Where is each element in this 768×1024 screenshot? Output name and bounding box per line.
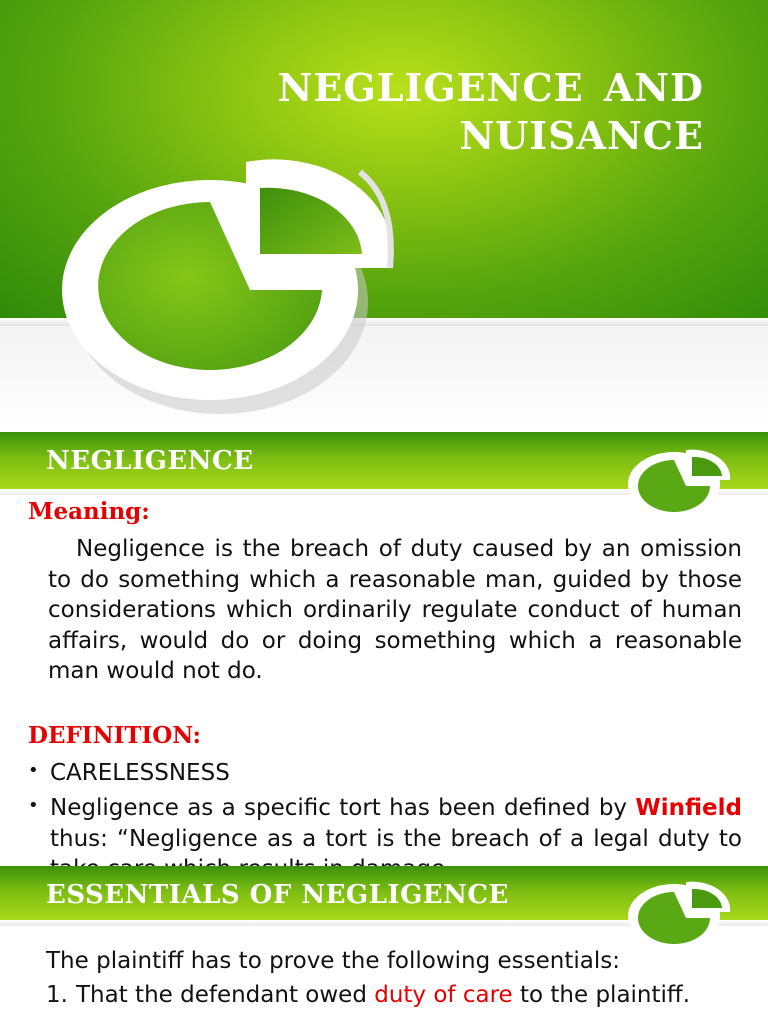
section-heading: ESSENTIALS OF NEGLIGENCE bbox=[46, 880, 509, 910]
bullet-dot-icon: • bbox=[28, 760, 39, 781]
bullet-text-part: Negligence as a specific tort has been defined by bbox=[50, 795, 636, 821]
definition-label: DEFINITION: bbox=[28, 722, 201, 749]
title-line-1: NEGLIGENCE AND bbox=[277, 65, 704, 110]
title-line-2: NUISANCE bbox=[459, 113, 704, 158]
list-number: 1. bbox=[46, 982, 68, 1008]
negligence-slide bbox=[0, 432, 768, 866]
bullet-text-part: thus: “Negligence as a tort is the breach of a legal duty to bbox=[50, 825, 742, 852]
bullet-item bbox=[28, 758, 742, 790]
pie-chart-logo-icon bbox=[626, 878, 736, 948]
section-heading: NEGLIGENCE bbox=[46, 446, 254, 476]
list-item-text bbox=[76, 980, 696, 1011]
intro-text: The plaintiff has to prove the following essentials: bbox=[46, 948, 621, 974]
list-text-part: to the plaintiff. bbox=[512, 982, 691, 1008]
pie-chart-logo-icon bbox=[60, 150, 440, 420]
meaning-label: Meaning: bbox=[28, 498, 150, 525]
title-slide bbox=[0, 0, 768, 432]
meaning-paragraph: Negligence is the breach of duty caused by an omission to do something which a reasonable man, guided by those considerations which ordinarily regulate conduct of human affairs, would do or doing something which a reasonable man would not do. bbox=[48, 536, 742, 684]
pie-chart-logo-icon bbox=[626, 446, 736, 516]
bullet-text: CARELESSNESS bbox=[50, 760, 230, 786]
slide-title bbox=[278, 64, 704, 160]
duty-of-care-highlight: duty of care bbox=[374, 982, 513, 1008]
bullet-dot-icon: • bbox=[28, 795, 39, 816]
winfield-name: Winfield bbox=[635, 795, 742, 821]
list-text-part: That the defendant owed bbox=[76, 982, 375, 1008]
essentials-slide bbox=[0, 866, 768, 1024]
